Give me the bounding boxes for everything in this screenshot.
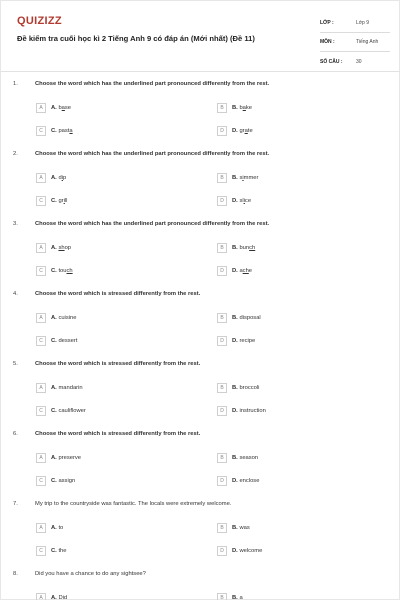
word-part: s	[239, 174, 243, 181]
question-number: 5.	[13, 361, 18, 367]
option-letter: C.	[51, 127, 57, 134]
underlined-part: i	[61, 174, 63, 181]
option-text	[51, 245, 71, 251]
word-part: se	[64, 104, 72, 111]
answer-option-a[interactable]	[36, 592, 67, 600]
word-part: Did	[58, 594, 68, 600]
word-part: p	[62, 174, 67, 181]
option-text	[51, 455, 81, 461]
word-part: disposal	[239, 314, 261, 321]
word-part: op	[64, 244, 72, 251]
option-text	[232, 478, 259, 484]
option-text	[51, 478, 75, 484]
option-checkbox[interactable]: D	[217, 266, 227, 276]
option-text	[232, 455, 258, 461]
word-part: assign	[58, 477, 76, 484]
option-checkbox[interactable]: A	[36, 383, 46, 393]
option-text	[232, 338, 255, 344]
option-text	[51, 105, 71, 111]
option-checkbox[interactable]: C	[36, 406, 46, 416]
option-text	[51, 315, 76, 321]
option-word	[58, 105, 71, 111]
option-word	[239, 245, 255, 251]
word-part: e	[248, 267, 253, 274]
question-text: Choose the word which is stressed differently from the rest.	[35, 361, 201, 367]
option-letter: D.	[232, 337, 238, 344]
option-word	[58, 385, 82, 391]
answer-option-a[interactable]	[36, 522, 63, 533]
option-letter: B.	[232, 384, 238, 391]
option-checkbox[interactable]: C	[36, 266, 46, 276]
option-checkbox[interactable]: D	[217, 476, 227, 486]
option-text	[51, 595, 67, 600]
word-part: sl	[239, 197, 244, 204]
option-text	[232, 408, 266, 414]
question-number: 4.	[13, 291, 18, 297]
option-checkbox[interactable]: B	[217, 243, 227, 253]
option-letter: C.	[51, 337, 57, 344]
question-text: My trip to the countryside was fantastic. The locals were extremely welcome.	[35, 501, 232, 507]
answer-option-b[interactable]	[217, 312, 261, 323]
option-letter: A.	[51, 244, 57, 251]
answer-option-a[interactable]	[36, 102, 71, 113]
option-letter: C.	[51, 477, 57, 484]
option-word	[58, 338, 77, 344]
word-part: tou	[58, 267, 67, 274]
question-number: 2.	[13, 151, 18, 157]
option-letter: A.	[51, 314, 57, 321]
answer-option-b[interactable]	[217, 592, 243, 600]
word-part: ce	[244, 197, 252, 204]
option-checkbox[interactable]: B	[217, 523, 227, 533]
answer-option-d[interactable]	[217, 195, 251, 206]
answer-option-b[interactable]	[217, 102, 252, 113]
underlined-part: ch	[242, 267, 249, 274]
option-checkbox[interactable]: A	[36, 313, 46, 323]
option-checkbox[interactable]: C	[36, 476, 46, 486]
word-part: ke	[245, 104, 253, 111]
info-row-grade	[320, 14, 390, 33]
option-text	[51, 525, 63, 531]
option-checkbox[interactable]: B	[217, 453, 227, 463]
option-text	[232, 315, 261, 321]
option-checkbox[interactable]: C	[36, 336, 46, 346]
option-checkbox[interactable]: C	[36, 546, 46, 556]
option-letter: D.	[232, 127, 238, 134]
quizizz-logo: QUIZIZZ	[17, 15, 62, 27]
option-letter: A.	[51, 384, 57, 391]
option-checkbox[interactable]: A	[36, 243, 46, 253]
word-part: a	[239, 267, 243, 274]
option-word	[239, 268, 252, 274]
option-word	[58, 595, 67, 600]
word-part: preserve	[58, 454, 81, 461]
answer-option-d[interactable]	[217, 545, 262, 556]
option-checkbox[interactable]: A	[36, 523, 46, 533]
answer-option-b[interactable]	[217, 242, 255, 253]
option-text	[232, 175, 258, 181]
answer-option-c[interactable]	[36, 475, 75, 486]
option-checkbox[interactable]: D	[217, 546, 227, 556]
option-checkbox[interactable]: D	[217, 406, 227, 416]
question-number: 6.	[13, 431, 18, 437]
option-text	[232, 105, 252, 111]
option-text	[232, 198, 251, 204]
option-letter: D.	[232, 267, 238, 274]
answer-option-d[interactable]	[217, 335, 255, 346]
option-letter: B.	[232, 594, 238, 600]
option-checkbox[interactable]: A	[36, 453, 46, 463]
word-part: broccoli	[239, 384, 260, 391]
word-part: ll	[64, 197, 68, 204]
option-checkbox[interactable]: B	[217, 383, 227, 393]
word-part: season	[239, 454, 259, 461]
question-text: Choose the word which has the underlined part pronounced differently from the rest.	[35, 151, 270, 157]
option-letter: C.	[51, 407, 57, 414]
option-word	[58, 525, 63, 531]
option-word	[58, 548, 66, 554]
option-letter: D.	[232, 197, 238, 204]
word-part: b	[239, 104, 243, 111]
option-checkbox[interactable]: C	[36, 196, 46, 206]
option-letter: A.	[51, 594, 57, 600]
underlined-part: i	[242, 174, 244, 181]
answer-option-c[interactable]	[36, 125, 73, 136]
option-word	[58, 245, 71, 251]
answer-option-d[interactable]	[217, 125, 253, 136]
option-letter: A.	[51, 454, 57, 461]
option-word	[239, 175, 258, 181]
option-letter: B.	[232, 314, 238, 321]
underlined-part: i	[63, 197, 65, 204]
word-part: d	[58, 174, 62, 181]
word-part: recipe	[239, 337, 256, 344]
word-part: instruction	[239, 407, 266, 414]
word-part: past	[58, 127, 70, 134]
answer-option-a[interactable]	[36, 452, 81, 463]
option-letter: A.	[51, 104, 57, 111]
option-word	[239, 548, 262, 554]
question-number: 7.	[13, 501, 18, 507]
option-letter: C.	[51, 547, 57, 554]
option-word	[239, 315, 260, 321]
word-part: was	[239, 524, 250, 531]
info-row-subject	[320, 33, 390, 52]
underlined-part: a	[69, 127, 73, 134]
option-text	[51, 338, 77, 344]
answer-option-b[interactable]	[217, 172, 258, 183]
info-row-count	[320, 52, 390, 71]
option-letter: B.	[232, 174, 238, 181]
option-letter: B.	[232, 104, 238, 111]
option-text	[51, 175, 66, 181]
option-text	[51, 548, 67, 554]
option-letter: C.	[51, 197, 57, 204]
underlined-part: sh	[58, 244, 65, 251]
answer-option-b[interactable]	[217, 382, 259, 393]
option-letter: D.	[232, 547, 238, 554]
word-part: bun	[239, 244, 250, 251]
option-word	[239, 525, 249, 531]
word-part: mmer	[243, 174, 259, 181]
word-part: te	[247, 127, 253, 134]
word-part: b	[58, 104, 62, 111]
option-letter: D.	[232, 477, 238, 484]
option-word	[239, 338, 255, 344]
answer-option-a[interactable]	[36, 382, 83, 393]
underlined-part: a	[242, 104, 246, 111]
question-number: 3.	[13, 221, 18, 227]
option-word	[239, 105, 252, 111]
info-label: MÔN :	[320, 39, 335, 45]
option-word	[239, 198, 251, 204]
answer-option-a[interactable]	[36, 242, 71, 253]
option-letter: A.	[51, 524, 57, 531]
underlined-part: a	[61, 104, 65, 111]
option-text	[51, 408, 86, 414]
question-text: Choose the word which has the underlined part pronounced differently from the rest.	[35, 221, 270, 227]
option-letter: C.	[51, 267, 57, 274]
option-checkbox[interactable]: D	[217, 126, 227, 136]
word-part: the	[58, 547, 67, 554]
question-text: Choose the word which has the underlined part pronounced differently from the rest.	[35, 81, 270, 87]
answer-option-c[interactable]	[36, 545, 67, 556]
option-letter: B.	[232, 454, 238, 461]
option-checkbox[interactable]: D	[217, 196, 227, 206]
word-part: enclose	[239, 477, 260, 484]
answer-option-b[interactable]	[217, 522, 250, 533]
question-text: Choose the word which is stressed differently from the rest.	[35, 431, 201, 437]
option-checkbox[interactable]: B	[217, 313, 227, 323]
question-number: 1.	[13, 81, 18, 87]
option-text	[232, 548, 262, 554]
option-text	[232, 245, 255, 251]
option-text	[51, 198, 67, 204]
option-word	[239, 128, 252, 134]
option-word	[239, 455, 258, 461]
option-text	[232, 525, 250, 531]
info-panel	[320, 14, 390, 71]
answer-option-d[interactable]	[217, 405, 266, 416]
question-text: Choose the word which is stressed differently from the rest.	[35, 291, 201, 297]
option-word	[58, 128, 72, 134]
header-divider	[1, 71, 400, 72]
underlined-part: a	[244, 127, 248, 134]
word-part: dessert	[58, 337, 78, 344]
option-word	[58, 408, 85, 414]
option-checkbox[interactable]: B	[217, 593, 227, 600]
option-word	[58, 478, 75, 484]
answer-option-a[interactable]	[36, 312, 76, 323]
answer-option-b[interactable]	[217, 452, 258, 463]
option-checkbox[interactable]: C	[36, 126, 46, 136]
option-letter: A.	[51, 174, 57, 181]
option-checkbox[interactable]: A	[36, 103, 46, 113]
option-text	[51, 385, 83, 391]
option-checkbox[interactable]: A	[36, 173, 46, 183]
document-title: Đề kiểm tra cuối học kì 2 Tiếng Anh 9 có đáp án (Mới nhất) (Đề 11)	[17, 34, 255, 43]
option-text	[51, 268, 73, 274]
word-part: cauliflower	[58, 407, 86, 414]
option-checkbox[interactable]: B	[217, 173, 227, 183]
word-part: cuisine	[58, 314, 77, 321]
option-word	[58, 268, 72, 274]
info-value: 30	[356, 58, 362, 65]
option-letter: B.	[232, 524, 238, 531]
option-word	[58, 455, 81, 461]
option-word	[58, 175, 66, 181]
option-text	[232, 128, 253, 134]
info-value: Tiếng Anh	[356, 39, 379, 45]
option-text	[232, 385, 259, 391]
answer-option-c[interactable]	[36, 335, 77, 346]
word-part: a	[239, 594, 243, 600]
word-part: gr	[58, 197, 64, 204]
question-text: Did you have a chance to do any sightsee?	[35, 571, 146, 577]
word-part: welcome	[239, 547, 263, 554]
underlined-part: ch	[249, 244, 256, 251]
answer-option-c[interactable]	[36, 265, 73, 276]
info-label: SỐ CÂU :	[320, 58, 343, 65]
option-word	[58, 198, 67, 204]
question-number: 8.	[13, 571, 18, 577]
option-checkbox[interactable]: B	[217, 103, 227, 113]
underlined-part: i	[243, 197, 245, 204]
word-part: to	[58, 524, 64, 531]
word-part: gr	[239, 127, 245, 134]
info-value: Lớp 9	[356, 20, 370, 26]
answer-option-a[interactable]	[36, 172, 66, 183]
option-word	[58, 315, 76, 321]
option-checkbox[interactable]: D	[217, 336, 227, 346]
answer-option-d[interactable]	[217, 265, 252, 276]
answer-option-d[interactable]	[217, 475, 259, 486]
option-letter: D.	[232, 407, 238, 414]
answer-option-c[interactable]	[36, 195, 67, 206]
answer-option-c[interactable]	[36, 405, 86, 416]
option-word	[239, 478, 259, 484]
info-label: LỚP :	[320, 20, 334, 26]
option-word	[239, 595, 242, 600]
option-word	[239, 385, 259, 391]
option-text	[232, 595, 243, 600]
option-text	[232, 268, 252, 274]
option-text	[51, 128, 73, 134]
option-word	[239, 408, 265, 414]
word-part: mandarin	[58, 384, 83, 391]
option-checkbox[interactable]: A	[36, 593, 46, 600]
underlined-part: ch	[66, 267, 73, 274]
option-letter: B.	[232, 244, 238, 251]
